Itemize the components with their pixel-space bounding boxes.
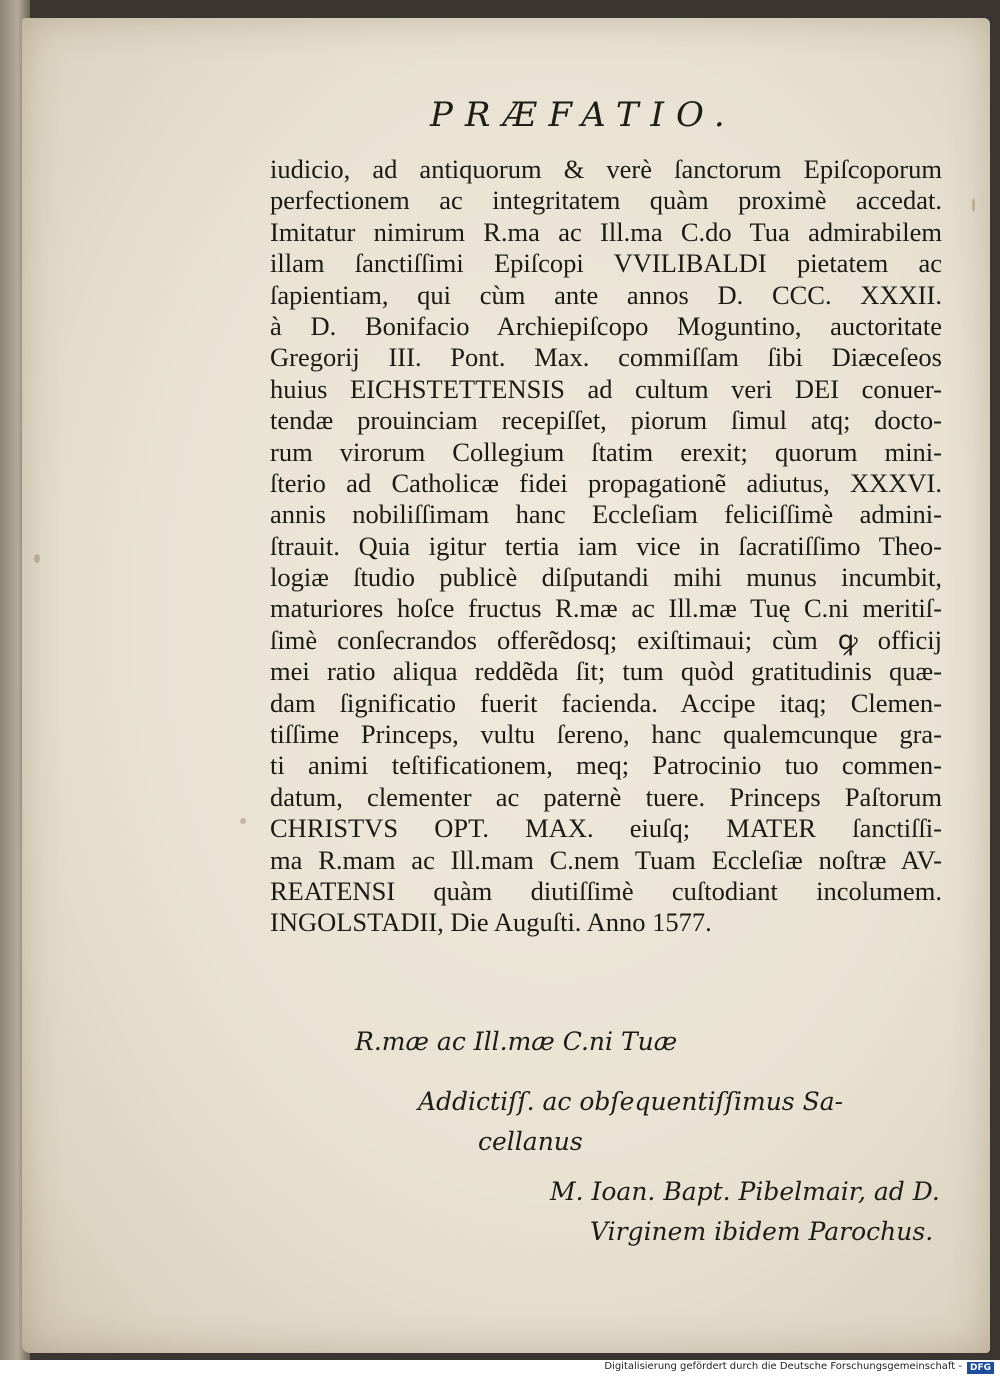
text-line: ſimè conſecrandos offerẽdosq; exiſtimaui; cùm ꝙ officij <box>270 624 942 655</box>
text-line: ſterio ad Catholicæ fidei propagationẽ adiutus, XXXVI. <box>270 467 942 498</box>
signature-line: Virginem ibidem Parochus. <box>590 1217 934 1246</box>
text-line: logiæ ſtudio publicè diſputandi mihi munus incumbit, <box>270 562 942 593</box>
signature-line: M. Ioan. Bapt. Pibelmair, ad D. <box>550 1177 940 1206</box>
text-line: rum virorum Collegium ſtatim erexit; quorum mini- <box>270 436 942 467</box>
paper-spot <box>240 818 246 824</box>
text-line: iudicio, ad antiquorum & verè ſanctorum Epiſcoporum <box>270 154 942 184</box>
text-line: ſtrauit. Quia igitur tertia iam vice in ſacratiſſimo Theo- <box>270 530 942 561</box>
text-line: ſapientiam, qui cùm ante annos D. CCC. XXXII. <box>270 279 942 310</box>
text-line: CHRISTVS OPT. MAX. eiuſq; MATER ſanctiſſi- <box>270 813 942 844</box>
closing-salutation: R.mæ ac Ill.mæ C.ni Tuæ <box>355 1027 678 1056</box>
text-line: illam ſanctiſſimi Epiſcopi VVILIBALDI pietatem ac <box>270 248 942 279</box>
text-line: REATENSI quàm diutiſſimè cuſtodiant incolumem. <box>270 875 942 906</box>
text-line: ti animi teſtificationem, meq; Patrocinio tuo commen- <box>270 750 942 781</box>
paper-spot <box>34 554 40 563</box>
text-line: dam ſignificatio fuerit facienda. Accipe itaq; Clemen- <box>270 687 942 718</box>
signature <box>550 1172 940 1252</box>
dfg-logo[interactable]: DFG <box>967 1362 994 1374</box>
text-line: annis nobiliſſimam hanc Eccleſiam feliciſſimè admini- <box>270 499 942 530</box>
footer-bar <box>0 1360 1000 1377</box>
dateline: INGOLSTADII, Die Auguſti. Anno 1577. <box>270 907 712 938</box>
text-line: Gregorij III. Pont. Max. commiſſam ſibi Diæceſeos <box>270 342 942 373</box>
text-line: datum, clementer ac paternè tuere. Princeps Paſtorum <box>270 781 942 812</box>
text-line: tendæ prouinciam recepiſſet, piorum ſimul atq; docto- <box>270 405 942 436</box>
text-line: perfectionem ac integritatem quàm proximè accedat. <box>270 185 942 216</box>
page-header: PRÆFATIO. <box>430 95 737 135</box>
closing-signoff <box>418 1082 843 1162</box>
signoff-line: cellanus <box>478 1127 583 1156</box>
text-line: huius EICHSTETTENSIS ad cultum veri DEI conuer- <box>270 373 942 404</box>
funding-note: Digitalisierung gefördert durch die Deutsche Forschungsgemeinschaft - <box>604 1361 962 1372</box>
text-line: ma R.mam ac Ill.mam C.nem Tuam Eccleſiæ noſtræ AV- <box>270 844 942 875</box>
text-line: à D. Bonifacio Archiepiſcopo Moguntino, auctoritate <box>270 310 942 341</box>
text-line: maturiores hoſce fructus R.mæ ac Ill.mæ Tuę C.ni meritiſ- <box>270 593 942 624</box>
text-line: tiſſime Princeps, vultu ſereno, hanc qualemcunque gra- <box>270 719 942 750</box>
body-text <box>270 154 942 939</box>
text-line: Imitatur nimirum R.ma ac Ill.ma C.do Tua admirabilem <box>270 216 942 247</box>
text-line: mei ratio aliqua reddẽda ſit; tum quòd gratitudinis quæ- <box>270 656 942 687</box>
signoff-line: Addictiſſ. ac obſequentiſſimus Sa- <box>418 1087 844 1116</box>
paper-spot <box>972 198 975 212</box>
